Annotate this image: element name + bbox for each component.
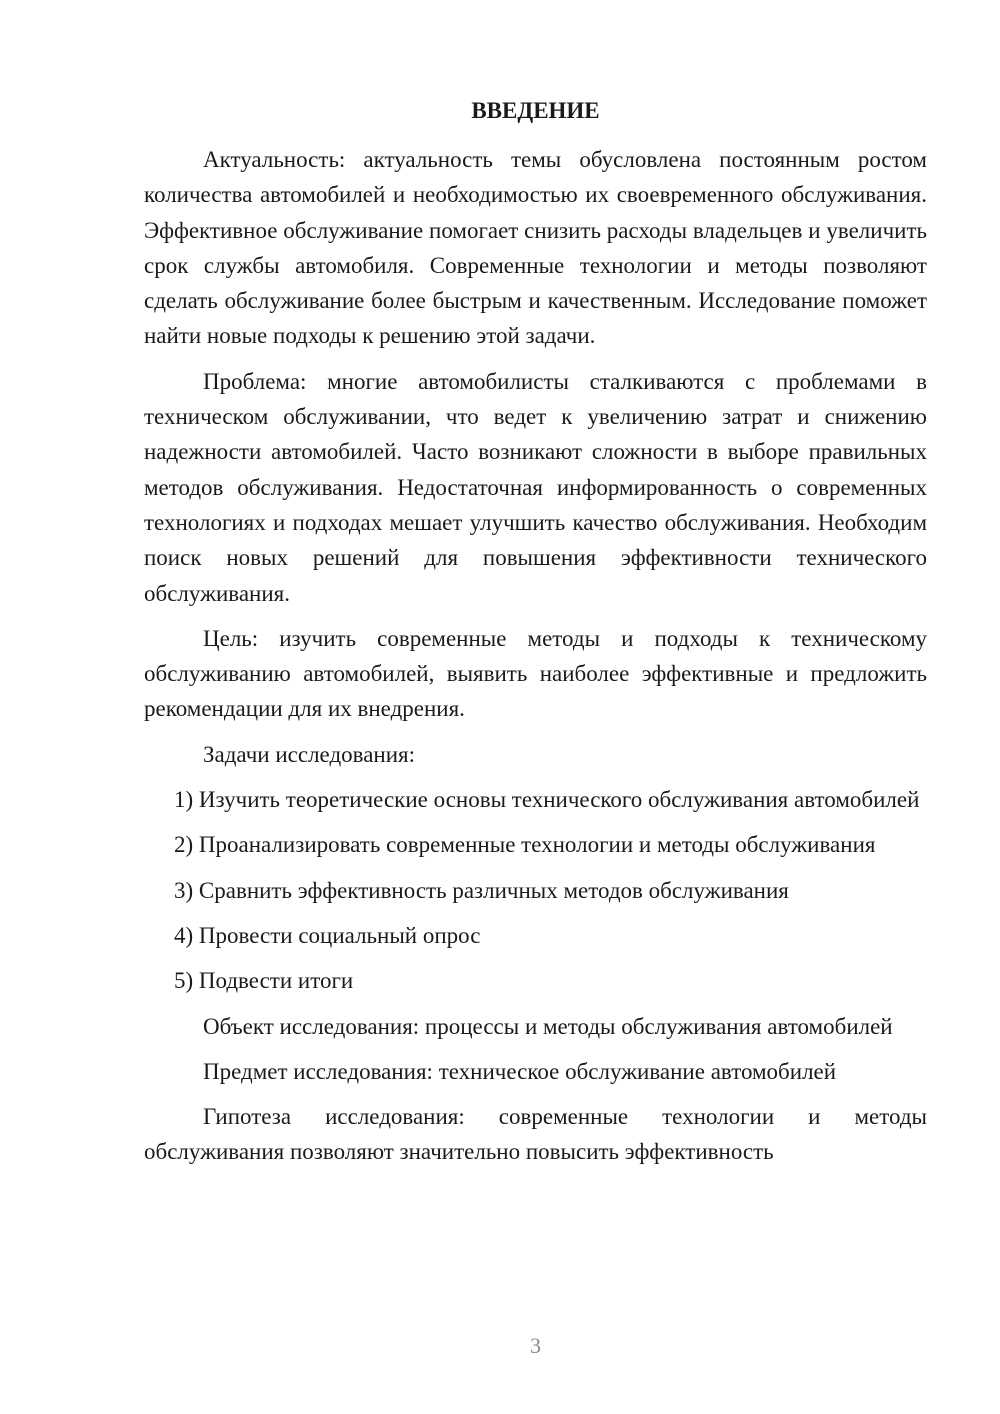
paragraph-object: Объект исследования: процессы и методы обслуживания автомобилей (203, 1013, 893, 1039)
document-body (144, 142, 927, 1180)
paragraph-goal: Цель: изучить современные методы и подходы к техническому обслуживанию автомобилей, выявить наиболее эффективные и предложить рекомендации для их внедрения. (144, 625, 927, 722)
task-item-4: 4) Провести социальный опрос (174, 922, 481, 948)
task-item-1: 1) Изучить теоретические основы технического обслуживания автомобилей (174, 787, 920, 813)
paragraph-hypothesis: Гипотеза исследования: современные технологии и методы обслуживания позволяют значительно повысить эффективность (144, 1104, 927, 1165)
task-item-3: 3) Сравнить эффективность различных методов обслуживания (174, 877, 789, 903)
paragraph-subject: Предмет исследования: техническое обслуживание автомобилей (203, 1058, 837, 1084)
paragraph-tasks-title: Задачи исследования: (203, 741, 416, 767)
page-heading: ВВЕДЕНИЕ (471, 98, 600, 123)
task-item-5: 5) Подвести итоги (174, 968, 354, 994)
paragraph-relevance: Актуальность: актуальность темы обусловлена постоянным ростом количества автомобилей и необходимостью их своевременного обслуживания. Эффективное обслуживание помогает снизить расходы владельцев и увеличить срок службы автомобиля. Современные технологии и методы позволяют сделать обслуживание более быстрым и качественным. Исследование поможет найти новые подходы к решению этой задачи. (144, 147, 927, 349)
task-item-2: 2) Проанализировать современные технологии и методы обслуживания (174, 832, 876, 858)
paragraph-problem: Проблема: многие автомобилисты сталкиваются с проблемами в техническом обслуживании, что ведет к увеличению затрат и снижению надежности автомобилей. Часто возникают сложности в выборе правильных методов обслуживания. Недостаточная информированность о современных технологиях и подходах мешает улучшить качество обслуживания. Необходим поиск новых решений для повышения эффективности технического обслуживания. (144, 368, 927, 606)
page-number: 3 (530, 1333, 541, 1358)
